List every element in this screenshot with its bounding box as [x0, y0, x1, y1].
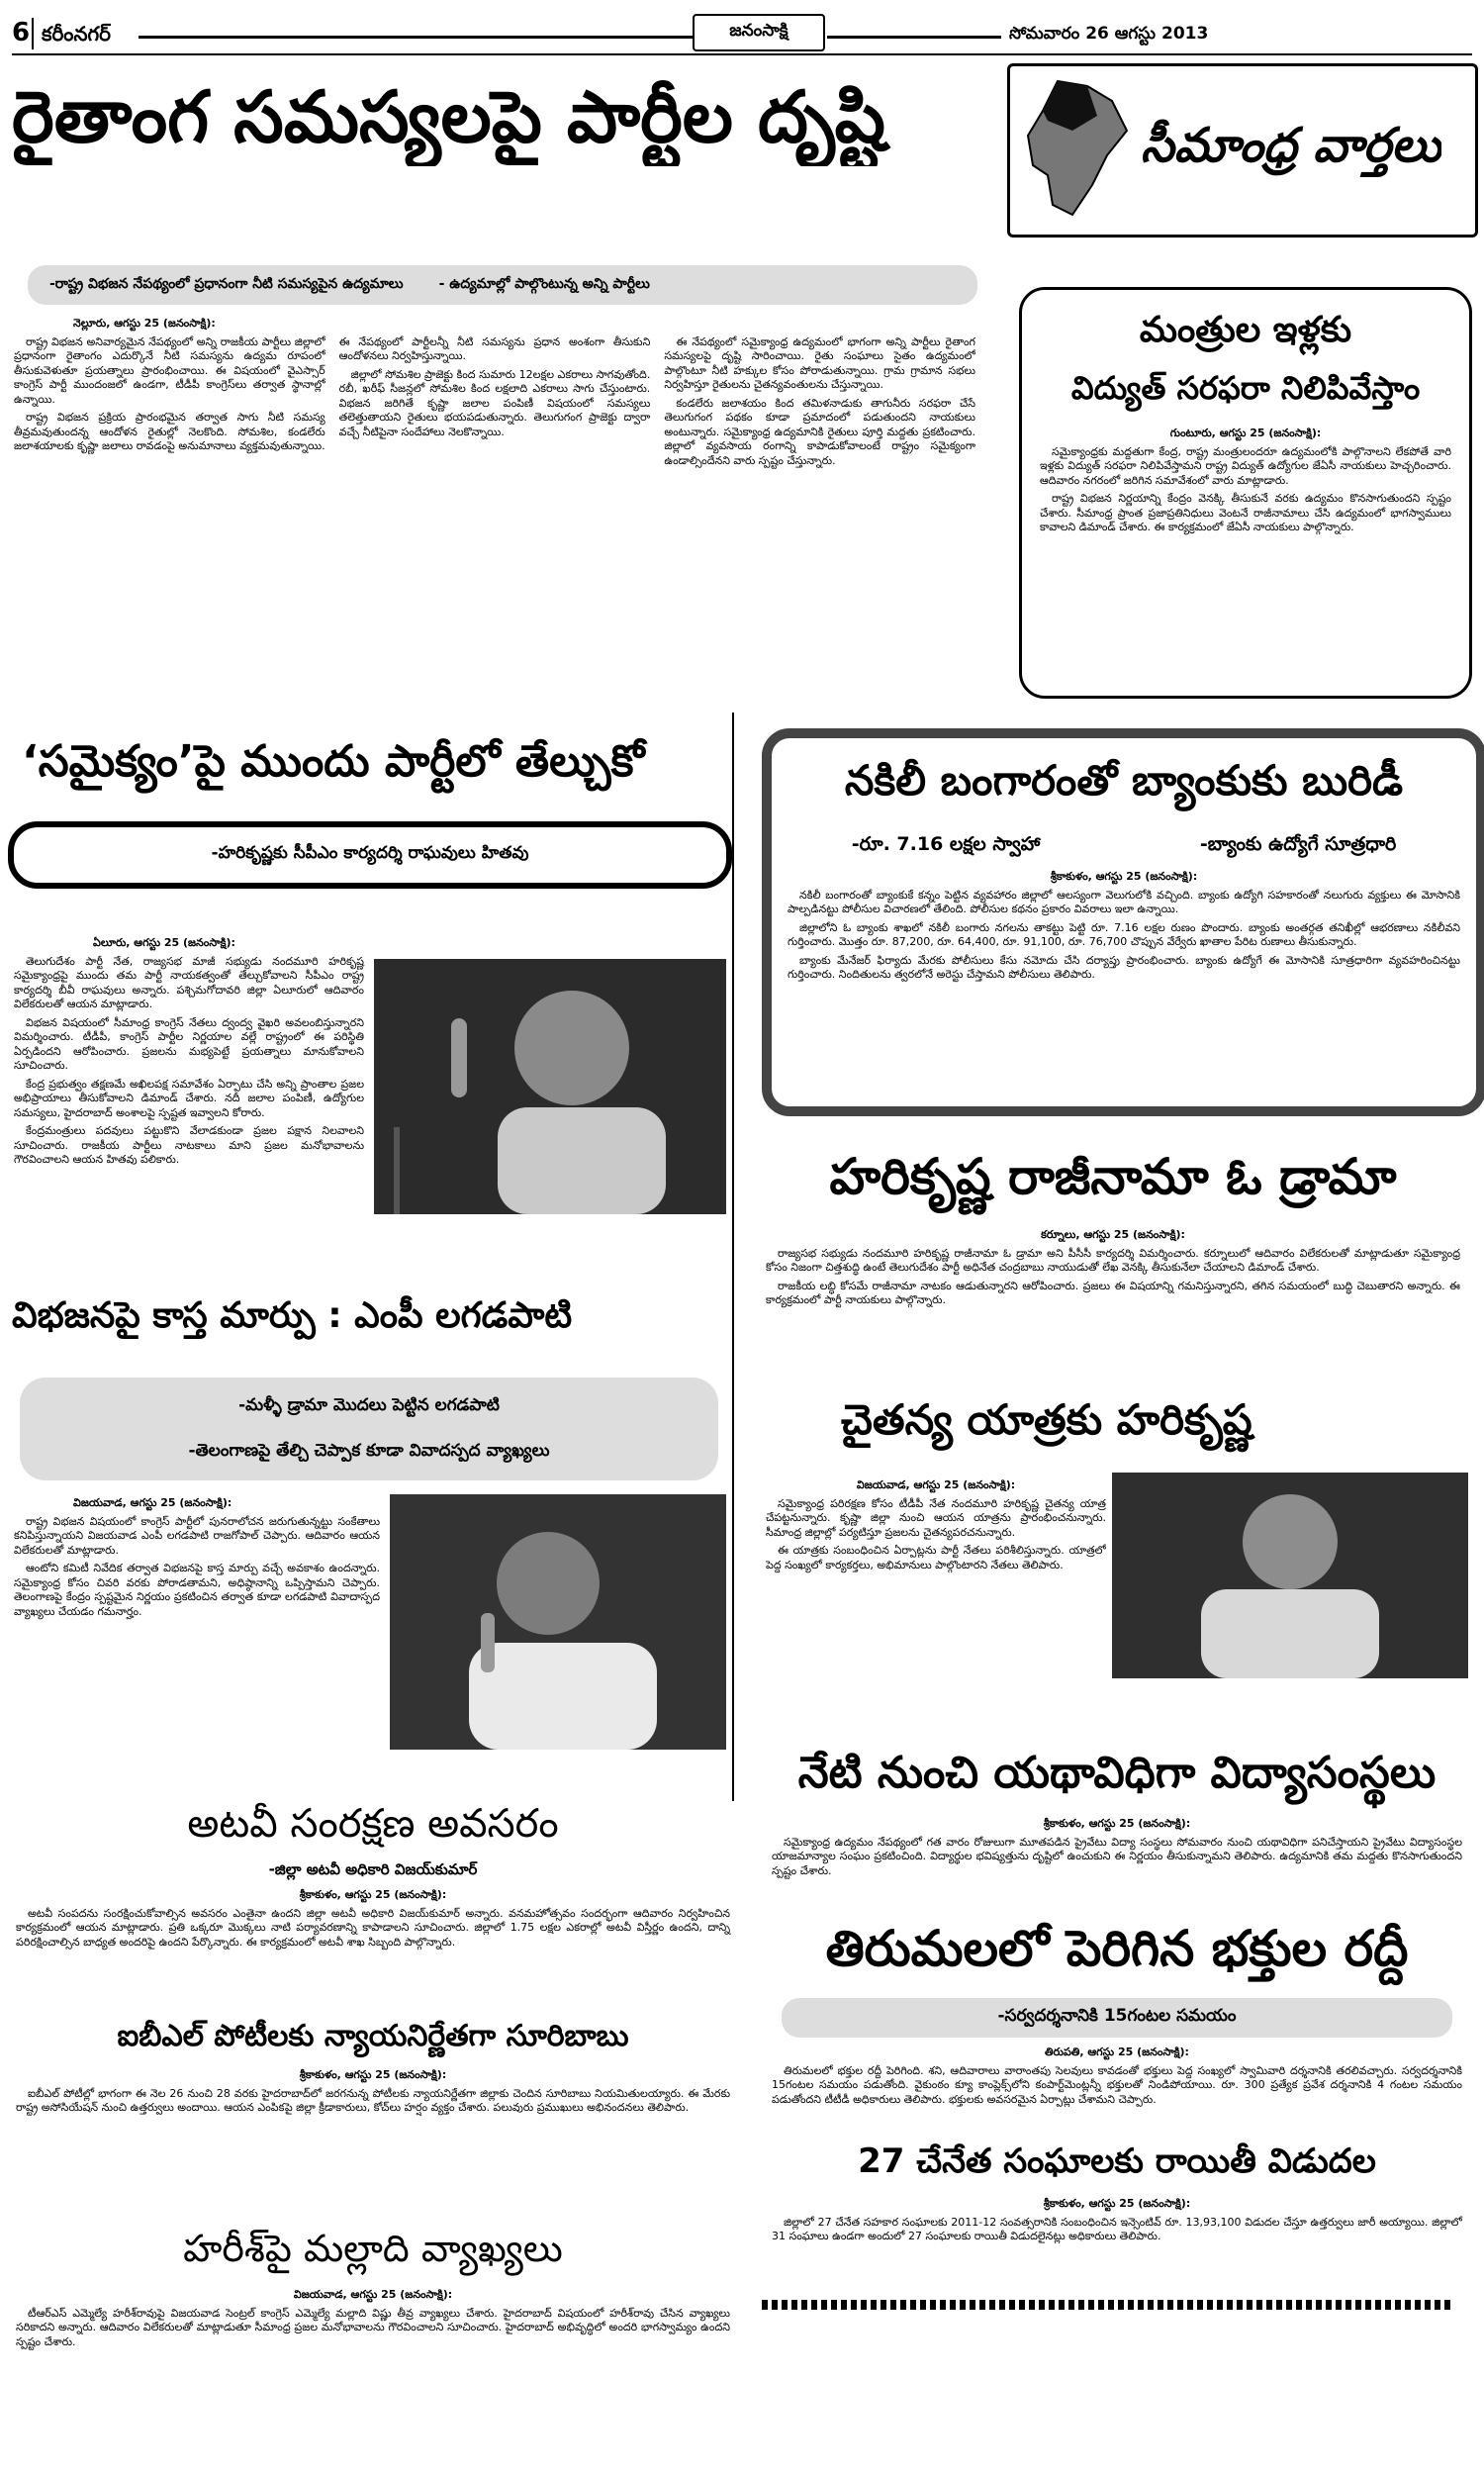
story9-headline: అటవీ సంరక్షణ అవసరం: [187, 1801, 559, 1847]
story8-para: సమైక్యాంధ్ర ఉద్యమం నేపథ్యంలో గత వారం రోజులుగా మూతపడిన ప్రైవేటు విద్యా సంస్థలు సోమవారం నుంచి యథావిధిగా పనిచేస్తాయని ప్రైవేటు విద్యాసంస్థల యాజమాన్యాల సంఘం ప్రకటించింది. విద్యార్థుల భవిష్యత్తును దృష్టిలో ఉంచుకుని ఈ నిర్ణయం తీసుకున్నామని తెలిపారు. ఉద్యమానికి తమ మద్దతు కొనసాగుతుందని స్పష్టం చేశారు.: [772, 1835, 1462, 1877]
story12-para: జిల్లాలో 27 చేనేత సహకార సంఘాలకు 2011-12 సంవత్సరానికి సంబంధించిన ఇన్సెంటివ్ రూ. 13,93,100 విడుదల చేస్తూ ఉత్తర్వులు జారీ అయ్యాయి. జిల్లాలో 31 సంఘాలు ఉండగా అందులో 27 సంఘాలకు రాయితీ విడుదలైనట్లు అధికారులు తెలిపారు.: [772, 2215, 1462, 2242]
story1-para: ఈ నేపథ్యంలో సమైక్యాంధ్ర ఉద్యమంలో భాగంగా అన్ని పార్టీలు రైతాంగ సమస్యలపై దృష్టి సారించాయి. రైతు సంఘాలు సైతం ఉద్యమంలో పాల్గొంటూ నీటి హక్కుల కోసం పోరాడుతున్నాయి. గ్రామ గ్రామాన సభలు నిర్వహిస్తూ రైతులను చైతన్యవంతులను చేస్తున్నాయి.: [664, 334, 975, 391]
story6-subhead1: -మళ్ళీ డ్రామా మొదలు పెట్టిన లగడపాటి: [238, 1395, 500, 1415]
story9-para: అటవీ సంపదను సంరక్షించుకోవాల్సిన అవసరం ఎంతైనా ఉందని జిల్లా అటవీ అధికారి విజయ్‌కుమార్ అన్నారు. వనమహోత్సవం సందర్భంగా ఆదివారం నిర్వహించిన కార్యక్రమంలో ఆయన మాట్లాడారు. ప్రతి ఒక్కరూ మొక్కలు నాటి పర్యావరణాన్ని కాపాడాలని సూచించారు. జిల్లాలో 1.75 లక్షల ఎకరాల్లో అటవీ విస్తీర్ణం ఉందని, దాన్ని పరిరక్షించాల్సిన బాధ్యత అందరిపై ఉందని పేర్కొన్నారు. ఈ కార్యక్రమంలో అటవీ శాఖ సిబ్బంది పాల్గొన్నారు.: [16, 1906, 730, 1949]
masthead-text: జనంసాక్షి: [729, 21, 788, 41]
story3-para: కేంద్రమంత్రులు పదవులు పట్టుకొని వేలాడకుండా ప్రజల పక్షాన నిలవాలని సూచించారు. రాజకీయ పార్టీలు నాటకాలు మాని ప్రజల మనోభావాలను గౌరవించాలని ఆయన హితవు పలికారు.: [14, 1124, 364, 1166]
story3-dateline: ఏలూరు, ఆగస్టు 25 (జనంసాక్షి):: [93, 936, 235, 949]
andhra-map-icon: [1018, 76, 1137, 225]
story1-para: కండలేరు జలాశయం కింద తమిళనాడుకు తాగునీరు సరఫరా చేసే తెలుగుగంగ పథకం కూడా ప్రమాదంలో పడుతుందని నాయకులు అంటున్నారు. సమైక్యాంధ్ర ఉద్యమానికి రైతులు పూర్తి మద్దతు ప్రకటించారు. జిల్లాలో వ్యవసాయ రంగాన్ని కాపాడుకోవాలంటే రాష్ట్రం సమైక్యంగా ఉండాల్సిందేనని వారు స్పష్టం చేస్తున్నారు.: [664, 396, 975, 467]
story6-para: రాష్ట్ర విభజన విషయంలో కాంగ్రెస్ పార్టీలో పునరాలోచన జరుగుతున్నట్టు సంకేతాలు కనిపిస్తున్నాయని విజయవాడ ఎంపీ లగడపాటి రాజగోపాల్ చెప్పారు. ఆదివారం ఆయన విలేకరులతో మాట్లాడారు.: [14, 1514, 380, 1557]
story3-photo: [374, 959, 726, 1214]
story4-subhead-right: -బ్యాంకు ఉద్యోగే సూత్రధారి: [1199, 833, 1397, 855]
story11-para: ఐబీఎల్ పోటీల్లో భాగంగా ఈ నెల 26 నుంచి 28 వరకు హైదరాబాద్‌లో జరగనున్న పోటీలకు న్యాయనిర్ణేతగా జిల్లాకు చెందిన సూరిబాబు నియమితులయ్యారు. ఈ మేరకు రాష్ట్ర అసోసియేషన్ నుంచి ఉత్తర్వులు అందాయి. ఆయన ఎంపికపై జిల్లా క్రీడాకారులు, కోచ్‌లు హర్షం వ్యక్తం చేశారు. పలువురు ప్రముఖులు అభినందనలు తెలిపారు.: [16, 2086, 730, 2114]
story3-para: తెలుగుదేశం పార్టీ నేత, రాజ్యసభ మాజీ సభ్యుడు నందమూరి హరికృష్ణ సమైక్యాంధ్రపై ముందు తమ పార్టీ నాయకత్వంతో తేల్చుకోవాలని సీపీఎం రాష్ట్ర కార్యదర్శి బీవీ రాఘవులు అన్నారు. పశ్చిమగోదావరి జిల్లా ఏలూరులో ఆదివారం విలేకరులతో ఆయన మాట్లాడారు.: [14, 954, 364, 1010]
story7-headline: చైతన్య యాత్రకు హరికృష్ణ: [841, 1395, 1252, 1444]
story11-dateline: శ్రీకాకుళం, ఆగస్టు 25 (జనంసాక్షి):: [299, 2068, 447, 2081]
story13-headline: హరీశ్‌పై మల్లాది వ్యాఖ్యలు: [183, 2227, 563, 2270]
story11-headline: ఐబీఎల్ పోటీలకు న్యాయనిర్ణేతగా సూరిబాబు: [117, 2019, 629, 2053]
header-rule-left: [32, 18, 34, 49]
story10-subhead-bar: [782, 1998, 1452, 2038]
story2-dateline: గుంటూరు, ఆగస్టు 25 (జనంసాక్షి):: [1169, 427, 1322, 439]
story7-photo: [1112, 1473, 1468, 1678]
story2-headline-line1: మంత్రుల ఇళ్లకు: [1139, 310, 1352, 350]
story6-subhead-bar: [20, 1378, 718, 1480]
masthead-logo: [693, 14, 825, 51]
column-divider: [732, 713, 734, 1900]
story7-para: సమైక్యాంధ్ర పరిరక్షణ కోసం టీడీపీ నేత నందమూరి హరికృష్ణ చైతన్య యాత్ర చేపట్టనున్నారు. కృష్ణా జిల్లా నుంచి ఆయన యాత్రను ప్రారంభించనున్నారు. సీమాంధ్ర జిల్లాల్లో పర్యటిస్తూ ప్రజలను చైతన్యపరచనున్నారు.: [766, 1496, 1106, 1539]
story1-subhead-right: - ఉద్యమాల్లో పాల్గొంటున్న అన్ని పార్టీలు: [438, 275, 650, 292]
story3-para: కేంద్ర ప్రభుత్వం తక్షణమే అఖిలపక్ష సమావేశం ఏర్పాటు చేసి అన్ని ప్రాంతాల ప్రజల అభిప్రాయాలు తీసుకోవాలని డిమాండ్ చేశారు. నదీ జలాల పంపిణీ, ఉద్యోగుల సమస్యలు, హైదరాబాద్ అంశాలపై స్పష్టత ఇవ్వాలని కోరారు.: [14, 1077, 364, 1119]
story6-para: ఆంటోని కమిటీ నివేదిక తర్వాత విభజనపై కాస్త మార్పు వచ్చే అవకాశం ఉందన్నారు. సమైక్యాంధ్ర కోసం చివరి వరకు పోరాడతామని, అధిష్ఠానాన్ని ఒప్పిస్తామని చెప్పారు. తెలంగాణపై కేంద్రం స్పష్టమైన నిర్ణయం ప్రకటించిన తర్వాత కూడా లగడపాటి వివాదాస్పద వ్యాఖ్యలు చేయడం గమనార్హం.: [14, 1562, 380, 1618]
story5-box: [754, 1122, 1472, 1370]
story2-para: రాష్ట్ర విభజన నిర్ణయాన్ని కేంద్రం వెనక్కి తీసుకునే వరకు ఉద్యమం కొనసాగుతుందని స్పష్టం చేశారు. సీమాంధ్ర ప్రాంత ప్రజాప్రతినిధులు వెంటనే రాజీనామాలు చేసి ఉద్యమంలో భాగస్వాములు కావాలని డిమాండ్ చేశారు. ఈ కార్యక్రమంలో జేఏసీ నాయకులు పాల్గొన్నారు.: [1040, 492, 1451, 533]
story3-subhead-bar: [8, 821, 732, 889]
story12-headline: 27 చేనేత సంఘాలకు రాయితీ విడుదల: [858, 2141, 1376, 2181]
header-rule-right: [827, 36, 1001, 39]
story3-body: [14, 934, 726, 1281]
issue-date: సోమవారం 26 ఆగస్టు 2013: [1009, 24, 1209, 44]
header-rule: [139, 36, 693, 39]
story10-headline: తిరుమలలో పెరిగిన భక్తుల రద్దీ: [825, 1920, 1409, 1977]
story9-box: [12, 1801, 734, 2009]
story6-dateline: విజయవాడ, ఆగస్టు 25 (జనంసాక్షి):: [73, 1496, 232, 1509]
story7-dateline: విజయవాడ, ఆగస్టు 25 (జనంసాక్షి):: [856, 1478, 1016, 1491]
story13-dateline: విజయవాడ, ఆగస్టు 25 (జనంసాక్షి):: [293, 2288, 453, 2301]
story5-dateline: కర్నూలు, ఆగస్టు 25 (జనంసాక్షి):: [1041, 1228, 1185, 1241]
story2-box: [1019, 287, 1472, 699]
story4-dateline: శ్రీకాకుళం, ఆగస్టు 25 (జనంసాక్షి):: [1050, 870, 1198, 883]
story12-box: [762, 2141, 1472, 2290]
story4-para: జిల్లాలోని ఓ బ్యాంకు శాఖలో నకిలీ బంగారు నగలను తాకట్టు పెట్టి రూ. 7.16 లక్షల రుణం పొందారు. బ్యాంకు అంతర్గత తనిఖీల్లో ఆభరణాలు నకిలీవని గుర్తించారు. మొత్తం రూ. 87,200, రూ. 64,400, రూ. 91,100, రూ. 76,700 చొప్పున వేర్వేరు ఖాతాల పేరిట రుణాలు తీసుకున్నారు.: [788, 920, 1460, 948]
story10-dateline: తిరుపతి, ఆగస్టు 25 (జనంసాక్షి):: [1045, 2046, 1189, 2058]
header-bottom-rule: [12, 53, 1472, 55]
story9-dateline: శ్రీకాకుళం, ఆగస్టు 25 (జనంసాక్షి):: [299, 1888, 447, 1901]
story3-subhead: -హరికృష్ణకు సీపీఎం కార్యదర్శి రాఘవులు హితవు: [211, 843, 529, 863]
seemandhra-banner-label: సీమాంధ్ర వార్తలు: [1141, 118, 1441, 173]
story1-para: జిల్లాలో సోమశిల ప్రాజెక్టు కింద సుమారు 12లక్షల ఎకరాలు సాగవుతోంది. రబీ, ఖరీఫ్ సీజన్లలో సోమశిల కింద లక్షలాది ఎకరాలు సాగు చేస్తుంటారు. విభజన జరిగితే కృష్ణా జలాల పంపిణీ విషయంలో సమస్యలు తలెత్తుతాయని రైతులు భయపడుతున్నారు. తెలుగుగంగ ప్రాజెక్టు ద్వారా వచ్చే నీటిపైనా సందేహాలు నెలకొన్నాయి.: [338, 367, 651, 438]
speaker-portrait-icon: [374, 959, 726, 1214]
page-number: 6: [12, 18, 31, 48]
story3-headline: ‘సమైక్యం’పై ముందు పార్టీలో తేల్చుకో: [22, 736, 645, 787]
story10-subhead: -సర్వదర్శనానికి 15గంటల సమయం: [997, 2006, 1237, 2026]
story1-headline: రైతాంగ సమస్యలపై పార్టీల దృష్టి: [12, 75, 885, 158]
story10-box: [762, 1920, 1472, 2128]
story4-box: [762, 728, 1484, 1116]
story3-para: విభజన విషయంలో సీమాంధ్ర కాంగ్రెస్ నేతలు ద్వంద్వ వైఖరి అవలంబిస్తున్నారని విమర్శించారు. టీడీపీ, కాంగ్రెస్ పార్టీల నిర్ణయాల వల్లే రాష్ట్రంలో ఈ పరిస్థితి ఏర్పడిందని ఆరోపించారు. ప్రజలను మభ్యపెట్టే ప్రయత్నాలు మానుకోవాలని సూచించారు.: [14, 1015, 364, 1072]
story12-dateline: శ్రీకాకుళం, ఆగస్టు 25 (జనంసాక్షి):: [1043, 2197, 1191, 2210]
story9-subhead: -జిల్లా అటవీ అధికారి విజయ్‌కుమార్: [268, 1860, 478, 1878]
leader-portrait-icon: [1112, 1473, 1468, 1678]
story1-para: రాష్ట్ర విభజన అనివార్యమైన నేపథ్యంలో అన్ని రాజకీయ పార్టీలు జిల్లాలో ప్రధానంగా రైతాంగం ఎదుర్కొనే నీటి సమస్యను ఉద్యమ రూపంలో తీసుకువెళుతూ ప్రయత్నాలు ప్రారంభించాయి. ఈ విషయంలో వైఎస్సార్ కాంగ్రెస్ పార్టీ ముందంజలో ఉండగా, టీడీపీ కాంగ్రెస్‌లు తర్వాత స్థానాల్లో ఉన్నాయి.: [14, 334, 325, 406]
story10-para: తిరుమలలో భక్తుల రద్దీ పెరిగింది. శని, ఆదివారాలు వారాంతపు సెలవులు కావడంతో భక్తులు పెద్ద సంఖ్యలో స్వామివారి దర్శనానికి తరలివచ్చారు. సర్వదర్శనానికి 15గంటల సమయం పడుతోంది. వైకుంఠం క్యూ కాంప్లెక్స్‌లోని కంపార్ట్‌మెంట్లన్నీ భక్తులతో నిండిపోయాయి. రూ. 300 ప్రత్యేక ప్రవేశ దర్శనానికి 4 గంటల సమయం పడుతోందని టీటీడీ అధికారులు తెలిపారు. భక్తులకు అవసరమైన ఏర్పాట్లు చేశామని చెప్పారు.: [772, 2063, 1462, 2106]
story5-para: రాజ్యసభ సభ్యుడు నందమూరి హరికృష్ణ రాజీనామా ఓ డ్రామా అని పీసీసీ కార్యదర్శి విమర్శించారు. కర్నూలులో ఆదివారం విలేకరులతో మాట్లాడుతూ సమైక్యాంధ్ర కోసం నిజంగా చిత్తశుద్ధి ఉంటే తెలుగుదేశం పార్టీ అధినేత చంద్రబాబు నాయుడుతో లేఖ వెనక్కి తీసుకునేలా చేయాలని డిమాండ్ చేశారు.: [766, 1246, 1460, 1274]
story6-body: [14, 1494, 726, 1754]
story13-box: [12, 2227, 734, 2415]
story1-dateline: నెల్లూరు, ఆగస్టు 25 (జనంసాక్షి):: [73, 317, 216, 330]
story1-subhead-left: -రాష్ట్ర విభజన నేపథ్యంలో ప్రధానంగా నీటి సమస్యపైన ఉద్యమాలు: [49, 275, 404, 292]
story2-headline-line2: విద్యుత్ సరఫరా నిలిపివేస్తాం: [1070, 369, 1421, 407]
story4-para: నకిలీ బంగారంతో బ్యాంకుకే కన్నం పెట్టిన వ్యవహారం జిల్లాలో ఆలస్యంగా వెలుగులోకి వచ్చింది. బ్యాంకు ఉద్యోగి సహకారంతో నలుగురు వ్యక్తులు ఈ మోసానికి పాల్పడినట్టు పోలీసుల విచారణలో తేలింది. పోలీసుల కథనం ప్రకారం వివరాలు ఇలా ఉన్నాయి.: [788, 888, 1460, 915]
story1-subhead-bar: [28, 265, 977, 305]
story6-subhead2: -తెలంగాణపై తేల్చి చెప్పాక కూడా వివాదస్పద వ్యాఖ్యలు: [188, 1441, 550, 1461]
edition-name: కరీంనగర్: [42, 22, 111, 46]
story2-para: సమైక్యాంధ్రకు మద్దతుగా కేంద్ర, రాష్ట్ర మంత్రులందరూ ఉద్యమంలోకి పాల్గొనాలని లేకపోతే వారి ఇళ్లకు విద్యుత్ సరఫరా నిలిపివేస్తామని రాష్ట్ర విద్యుత్ ఉద్యోగుల జేఏసీ నాయకులు హెచ్చరించారు. ఆదివారం నగరంలో జరిగిన సమావేశంలో వారు మాట్లాడారు.: [1040, 444, 1451, 487]
story7-box: [762, 1378, 1472, 1744]
story1-body: [14, 315, 975, 691]
story13-para: టీఆర్‌ఎస్ ఎమ్మెల్యే హరీశ్‌రావుపై విజయవాడ సెంట్రల్ కాంగ్రెస్ ఎమ్మెల్యే మల్లాది విష్ణు తీవ్ర వ్యాఖ్యలు చేశారు. హైదరాబాద్ విషయంలో హరీశ్‌రావు చేసిన వ్యాఖ్యలు సరికాదని అన్నారు. ఆదివారం విలేకరులతో మాట్లాడుతూ సీమాంధ్ర ప్రజల మనోభావాలను గౌరవించాలని సూచించారు. హైదరాబాద్ అభివృద్ధిలో అందరి భాగస్వామ్యం ఉందని స్పష్టం చేశారు.: [16, 2306, 730, 2348]
story4-para: బ్యాంకు మేనేజర్ ఫిర్యాదు మేరకు పోలీసులు కేసు నమోదు చేసి దర్యాప్తు ప్రారంభించారు. బ్యాంకు ఉద్యోగే ఈ మోసానికి సూత్రధారిగా వ్యవహరించినట్టు గుర్తించారు. నిందితులను త్వరలోనే అరెస్టు చేస్తామని పోలీసులు తెలిపారు.: [788, 953, 1460, 981]
story8-dateline: శ్రీకాకుళం, ఆగస్టు 25 (జనంసాక్షి):: [1043, 1817, 1191, 1830]
story11-box: [12, 2019, 734, 2217]
footer-ornament: [762, 2300, 1454, 2310]
story4-subhead-left: -రూ. 7.16 లక్షల స్వాహా: [851, 833, 1041, 855]
story5-headline: హరికృష్ణ రాజీనామా ఓ డ్రామా: [829, 1148, 1397, 1205]
story8-headline: నేటి నుంచి యథావిధిగా విద్యాసంస్థలు: [797, 1748, 1437, 1798]
story5-para: రాజకీయ లబ్ధి కోసమే రాజీనామా నాటకం ఆడుతున్నారని ఆరోపించారు. ప్రజలు ఈ విషయాన్ని గమనిస్తున్నారని, తగిన సమయంలో బుద్ధి చెబుతారని అన్నారు. ఈ కార్యక్రమంలో పార్టీ నాయకులు పాల్గొన్నారు.: [766, 1279, 1460, 1306]
story4-headline: నకిలీ బంగారంతో బ్యాంకుకు బురిడీ: [844, 756, 1404, 805]
story1-para: రాష్ట్ర విభజన ప్రక్రియ ప్రారంభమైన తర్వాత సాగు నీటి సమస్య తీవ్రమవుతుందన్న ఆందోళన రైతుల్లో నెలకొంది. సోమశిల, కండలేరు జలాశయాలకు కృష్ణా జలాలు రావడంపై అనుమానాలు వ్యక్తమవుతున్నాయి. ఈ నేపథ్యంలో పార్టీలన్నీ నీటి సమస్యను ప్రధాన అంశంగా తీసుకుని ఆందోళనలు నిర్వహిస్తున్నాయి.: [14, 334, 651, 452]
story6-headline: విభజనపై కాస్త మార్పు : ఎంపీ లగడపాటి: [12, 1295, 573, 1336]
story8-box: [762, 1742, 1472, 1920]
speaker-mic-portrait-icon: [390, 1494, 726, 1750]
story7-para: ఈ యాత్రకు సంబంధించిన ఏర్పాట్లను పార్టీ నేతలు పరిశీలిస్తున్నారు. యాత్రలో పెద్ద సంఖ్యలో కార్యకర్తలు, అభిమానులు పాల్గొంటారని నేతలు తెలిపారు.: [766, 1544, 1106, 1571]
story6-photo: [390, 1494, 726, 1750]
seemandhra-banner: [1007, 63, 1478, 238]
